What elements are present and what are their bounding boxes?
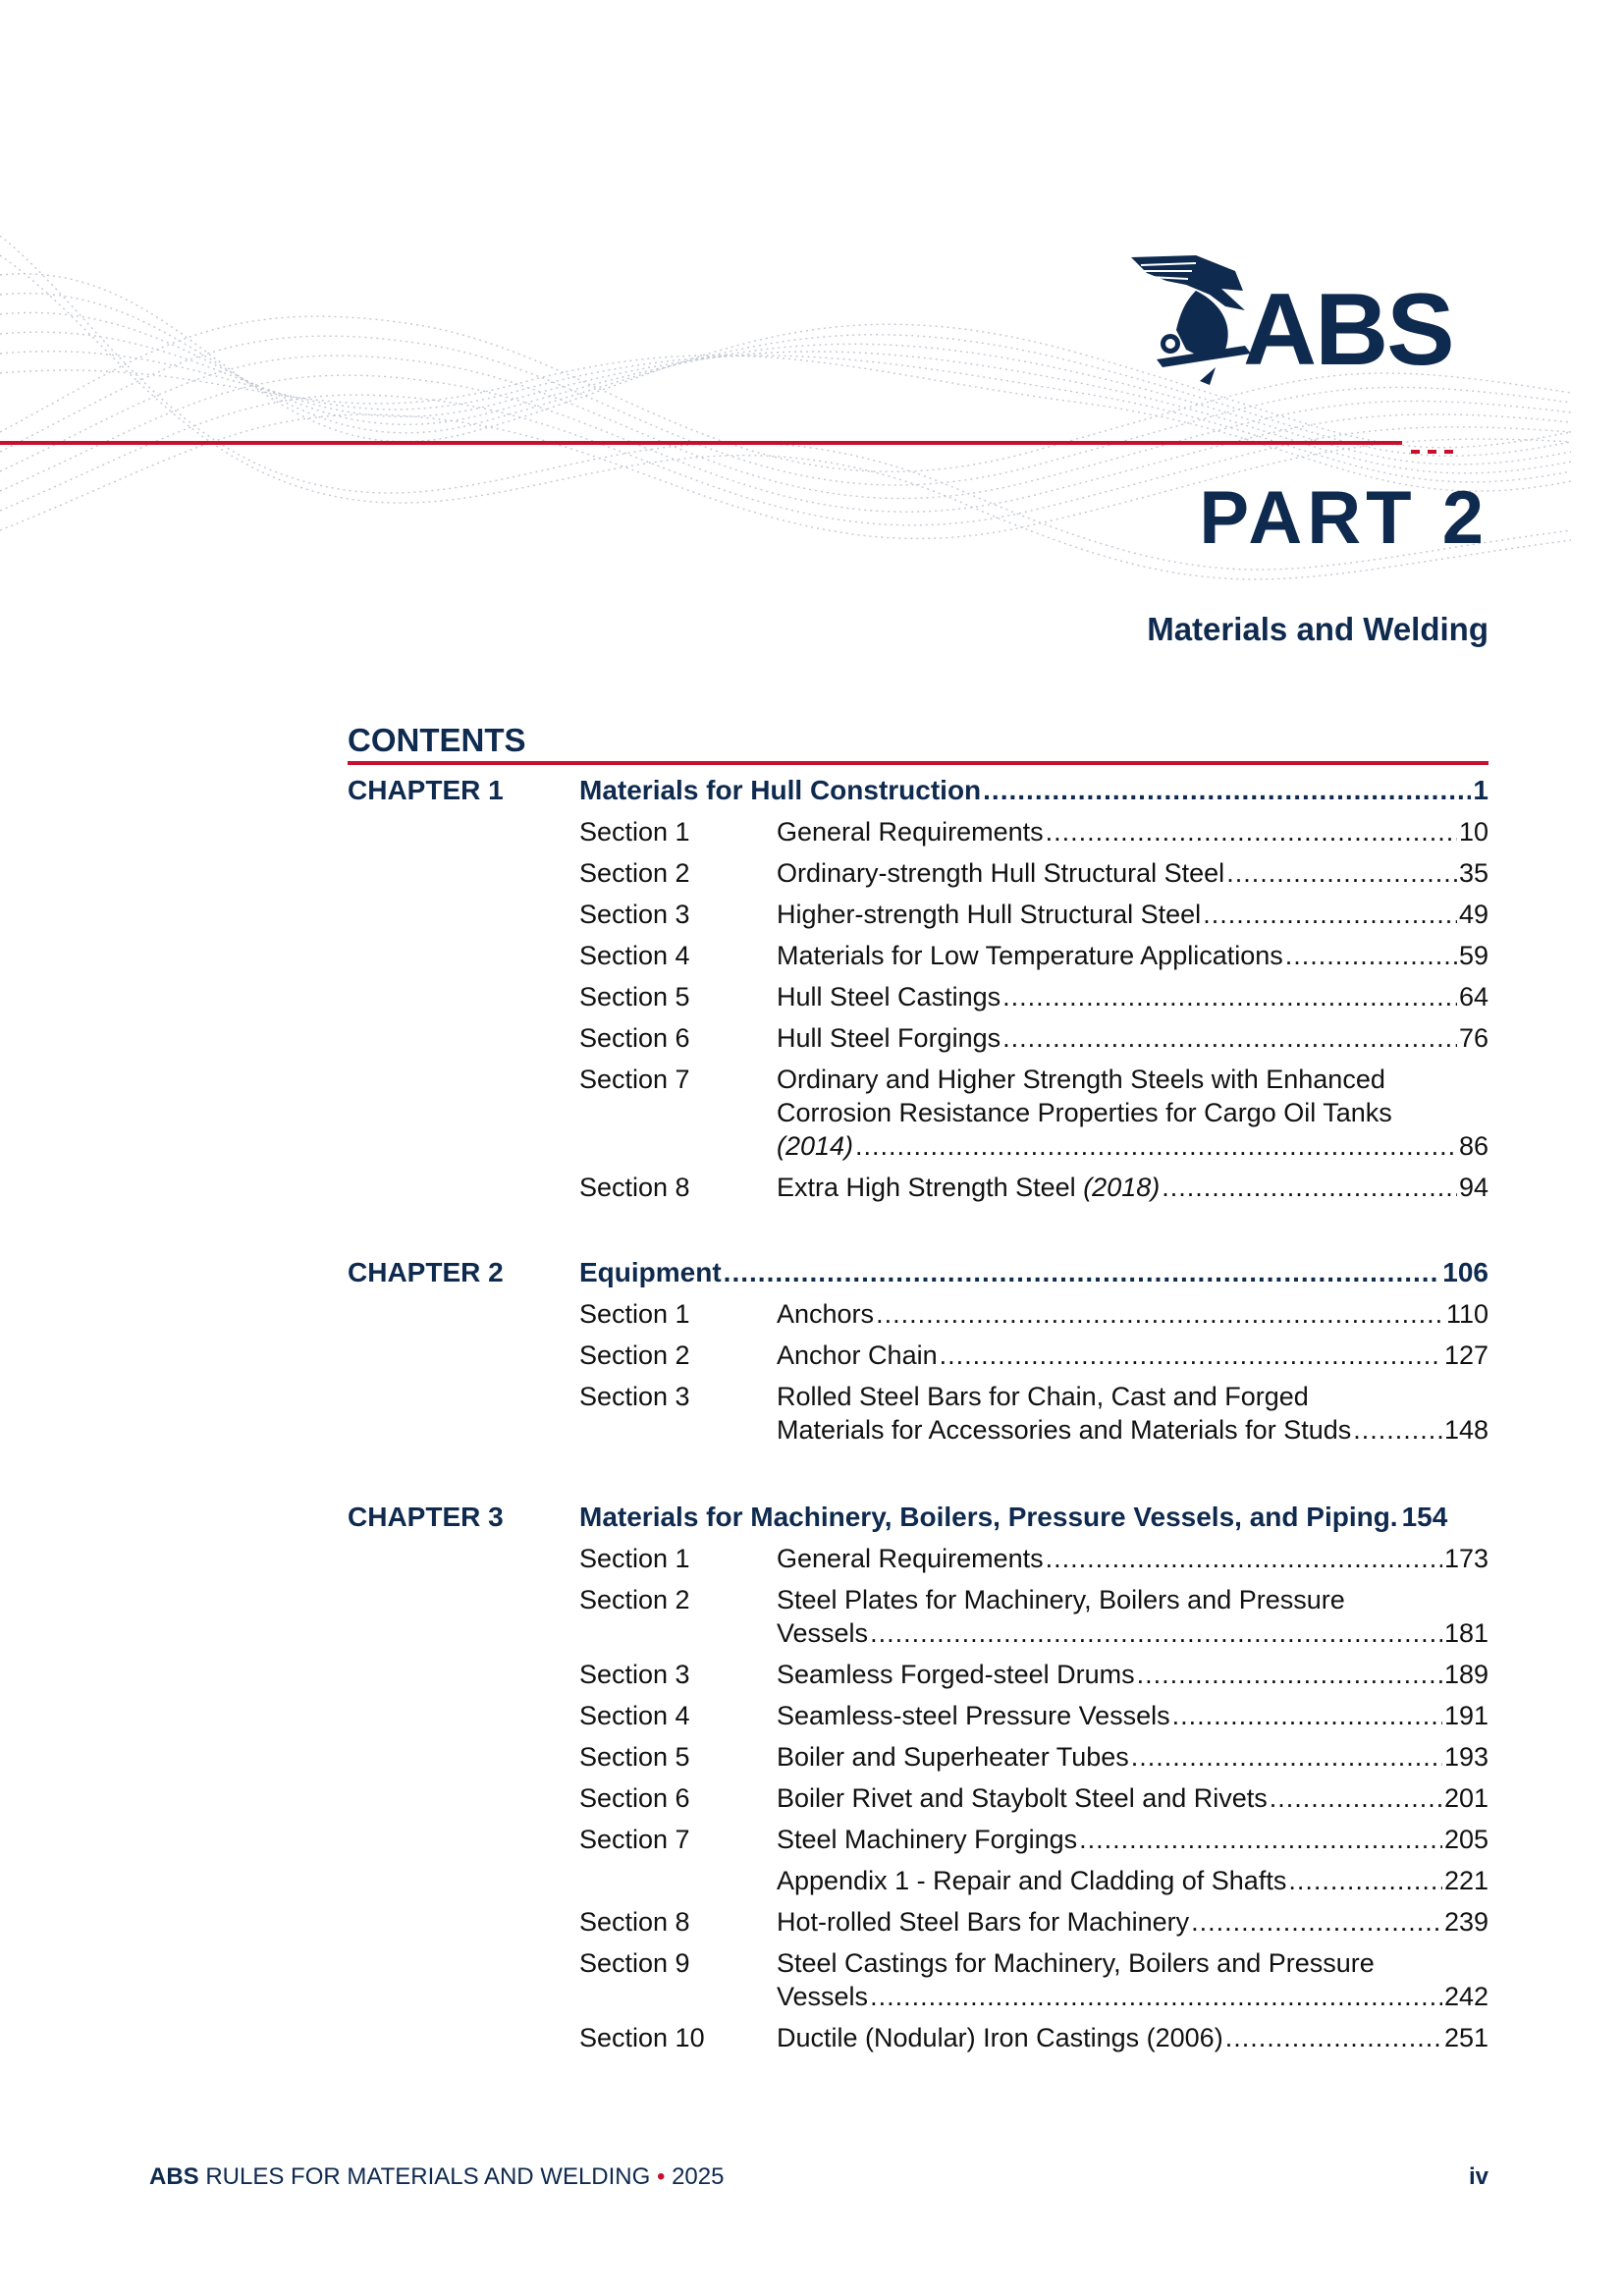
toc-entry[interactable] (348, 1819, 1488, 1860)
section-title: Materials for Low Temperature Applications (777, 941, 1283, 970)
dot-leader (1002, 1021, 1457, 1055)
section-page: 242 (1443, 1982, 1488, 2011)
chapter-heading-row[interactable] (348, 770, 1488, 811)
header-red-rule (0, 441, 1402, 445)
contents-rule (348, 761, 1488, 765)
dot-leader (940, 1339, 1442, 1372)
section-label: Section 2 (579, 858, 690, 888)
footer-brand: ABS (149, 2163, 199, 2190)
contents-heading: CONTENTS (348, 722, 526, 758)
section-label: Section 2 (579, 1585, 690, 1614)
section-label: Section 9 (579, 1948, 690, 1978)
section-title-lead: Rolled Steel Bars for Chain, Cast and Forged (777, 1382, 1309, 1411)
section-title-note: (2018) (1083, 1173, 1161, 1202)
section-page: 201 (1443, 1783, 1488, 1813)
section-title: Hull Steel Forgings (777, 1023, 1001, 1053)
section-title: Higher-strength Hull Structural Steel (777, 900, 1202, 929)
dot-leader (1226, 856, 1457, 890)
chapter-title[interactable] (579, 770, 1488, 811)
section-page: 86 (1458, 1131, 1488, 1161)
toc-entry[interactable] (348, 935, 1488, 976)
section-title: Hot-rolled Steel Bars for Machinery (777, 1907, 1190, 1937)
section-page: 251 (1443, 2023, 1488, 2052)
section-label: Section 3 (579, 1382, 690, 1411)
section-title-lead: Steel Castings for Machinery, Boilers and Pressure (777, 1948, 1375, 1978)
toc-entry[interactable] (348, 1293, 1488, 1335)
section-label: Section 8 (579, 1173, 690, 1202)
header-red-dashes (1411, 441, 1470, 445)
section-title: Vessels (777, 1982, 869, 2011)
section-label: Section 2 (579, 1340, 690, 1370)
section-label: Section 7 (579, 1065, 690, 1094)
section-page: 239 (1443, 1907, 1488, 1937)
section-title: Materials for Accessories and Materials for Studs (777, 1415, 1352, 1445)
section-page: 189 (1443, 1660, 1488, 1689)
dot-leader (1131, 1740, 1442, 1774)
section-label: Section 8 (579, 1907, 690, 1937)
toc-entry[interactable] (348, 1901, 1488, 1942)
section-title: Seamless-steel Pressure Vessels (777, 1701, 1170, 1730)
section-label: Section 4 (579, 1701, 690, 1730)
section-title: Boiler Rivet and Staybolt Steel and Rivets (777, 1783, 1268, 1813)
section-label: Section 1 (579, 1299, 690, 1329)
footer-title (149, 2165, 724, 2189)
section-title-lead: Ordinary and Higher Strength Steels with Enhanced Corrosion Resistance Properties for Cargo Oil Tanks (777, 1065, 1392, 1127)
toc-entry[interactable] (348, 1167, 1488, 1208)
section-title: General Requirements (777, 817, 1044, 847)
section-title: Ductile (Nodular) Iron Castings (2006) (777, 2023, 1223, 2052)
section-label: Section 3 (579, 900, 690, 929)
dot-leader (1079, 1823, 1442, 1856)
section-title: Seamless Forged-steel Drums (777, 1660, 1135, 1689)
section-title: (2014) (777, 1131, 854, 1161)
section-title: General Requirements (777, 1544, 1044, 1573)
footer-book-title: RULES FOR MATERIALS AND WELDING (205, 2163, 651, 2190)
section-page: 10 (1458, 817, 1488, 847)
dot-leader (870, 1616, 1442, 1650)
chapter-heading-row[interactable] (348, 1252, 1488, 1293)
section-title: Steel Machinery Forgings (777, 1825, 1078, 1854)
section-title: Anchor Chain (777, 1340, 938, 1370)
part-subtitle: Materials and Welding (1147, 611, 1488, 647)
section-label: Section 6 (579, 1783, 690, 1813)
section-page: 64 (1458, 982, 1488, 1011)
section-page: 94 (1458, 1173, 1488, 1202)
toc-entry-appendix[interactable] (348, 1860, 1488, 1901)
dot-leader (1225, 2021, 1442, 2054)
chapter-title[interactable] (579, 1252, 1488, 1293)
section-label: Section 7 (579, 1825, 690, 1854)
toc-entry[interactable] (348, 1942, 1488, 2017)
section-page: 191 (1443, 1701, 1488, 1730)
section-page: 205 (1443, 1825, 1488, 1854)
section-title-lead: Steel Plates for Machinery, Boilers and Pressure (777, 1585, 1345, 1614)
dot-leader (1046, 815, 1457, 848)
dot-leader (855, 1129, 1457, 1163)
dot-leader (1288, 1864, 1442, 1897)
toc-entry[interactable] (348, 1736, 1488, 1777)
appendix-title: Appendix 1 - Repair and Cladding of Shafts (777, 1866, 1287, 1895)
footer-year: 2025 (672, 2163, 725, 2190)
toc-entry[interactable] (348, 2017, 1488, 2058)
dot-leader (876, 1297, 1444, 1331)
footer-separator: • (656, 2163, 666, 2190)
section-page: 110 (1445, 1299, 1488, 1329)
section-page: 193 (1443, 1742, 1488, 1772)
footer-page-number: iv (1468, 2163, 1488, 2190)
section-page: 148 (1443, 1415, 1488, 1445)
section-label: Section 4 (579, 941, 690, 970)
section-page: 49 (1458, 900, 1488, 929)
chapter-1 (348, 770, 1488, 1208)
part-title: PART 2 (1199, 476, 1488, 560)
section-title: Anchors (777, 1299, 875, 1329)
section-label: Section 6 (579, 1023, 690, 1053)
dot-leader (1191, 1905, 1442, 1939)
dot-leader (1270, 1781, 1442, 1815)
toc-entry[interactable] (348, 811, 1488, 852)
toc-entry[interactable] (348, 1335, 1488, 1376)
section-title: Vessels (777, 1618, 869, 1648)
section-title: Boiler and Superheater Tubes (777, 1742, 1129, 1772)
chapter-heading-row[interactable] (348, 1497, 1488, 1538)
toc-entry[interactable] (348, 852, 1488, 894)
toc-entry[interactable] (348, 1777, 1488, 1819)
chapter-title-text: Materials for Hull Construction (579, 775, 982, 805)
dot-leader (1046, 1542, 1442, 1575)
toc-entry[interactable] (348, 1695, 1488, 1736)
section-page: 173 (1443, 1544, 1488, 1573)
dot-leader (1137, 1658, 1442, 1691)
section-page: 59 (1458, 941, 1488, 970)
chapter-label: CHAPTER 1 (348, 775, 504, 805)
chapter-page: 154 (1401, 1502, 1448, 1532)
toc-entry[interactable] (348, 1017, 1488, 1059)
logo-text: ABS (1243, 273, 1453, 387)
dot-leader (983, 770, 1471, 811)
dot-leader (1203, 898, 1457, 931)
chapter-title-text: Equipment (579, 1257, 722, 1287)
section-label: Section 1 (579, 1544, 690, 1573)
section-title: Hull Steel Castings (777, 982, 1001, 1011)
dot-leader (724, 1252, 1441, 1293)
section-label: Section 5 (579, 1742, 690, 1772)
dot-leader (870, 1980, 1442, 2013)
toc-entry[interactable] (348, 1579, 1488, 1654)
section-page: 35 (1458, 858, 1488, 888)
abs-logo (1127, 251, 1481, 399)
chapter-label: CHAPTER 3 (348, 1502, 504, 1532)
toc-entry[interactable] (348, 894, 1488, 935)
chapter-label: CHAPTER 2 (348, 1257, 504, 1287)
section-label: Section 5 (579, 982, 690, 1011)
dot-leader (1162, 1171, 1457, 1204)
toc-entry[interactable] (348, 1376, 1488, 1450)
chapter-title-text: Materials for Machinery, Boilers, Pressure Vessels, and Piping. (579, 1502, 1398, 1532)
section-page: 221 (1443, 1866, 1488, 1895)
toc-entry[interactable] (348, 1654, 1488, 1695)
section-page: 181 (1443, 1618, 1488, 1648)
chapter-page: 1 (1473, 775, 1488, 805)
chapter-page: 106 (1442, 1257, 1488, 1287)
toc-entry[interactable] (348, 1059, 1488, 1167)
chapter-title[interactable] (579, 1497, 1488, 1538)
dot-leader (1353, 1413, 1442, 1447)
section-page: 76 (1458, 1023, 1488, 1053)
dot-leader (1285, 939, 1457, 972)
section-title: Ordinary-strength Hull Structural Steel (777, 858, 1225, 888)
section-label: Section 1 (579, 817, 690, 847)
toc-entry[interactable] (348, 1538, 1488, 1579)
chapter-2 (348, 1252, 1488, 1450)
toc-entry[interactable] (348, 976, 1488, 1017)
dot-leader (1002, 980, 1457, 1013)
dot-leader (1172, 1699, 1442, 1732)
section-title: Extra High Strength Steel (777, 1173, 1076, 1202)
section-page: 127 (1443, 1340, 1488, 1370)
chapter-3 (348, 1497, 1488, 2058)
section-label: Section 10 (579, 2023, 705, 2052)
section-label: Section 3 (579, 1660, 690, 1689)
